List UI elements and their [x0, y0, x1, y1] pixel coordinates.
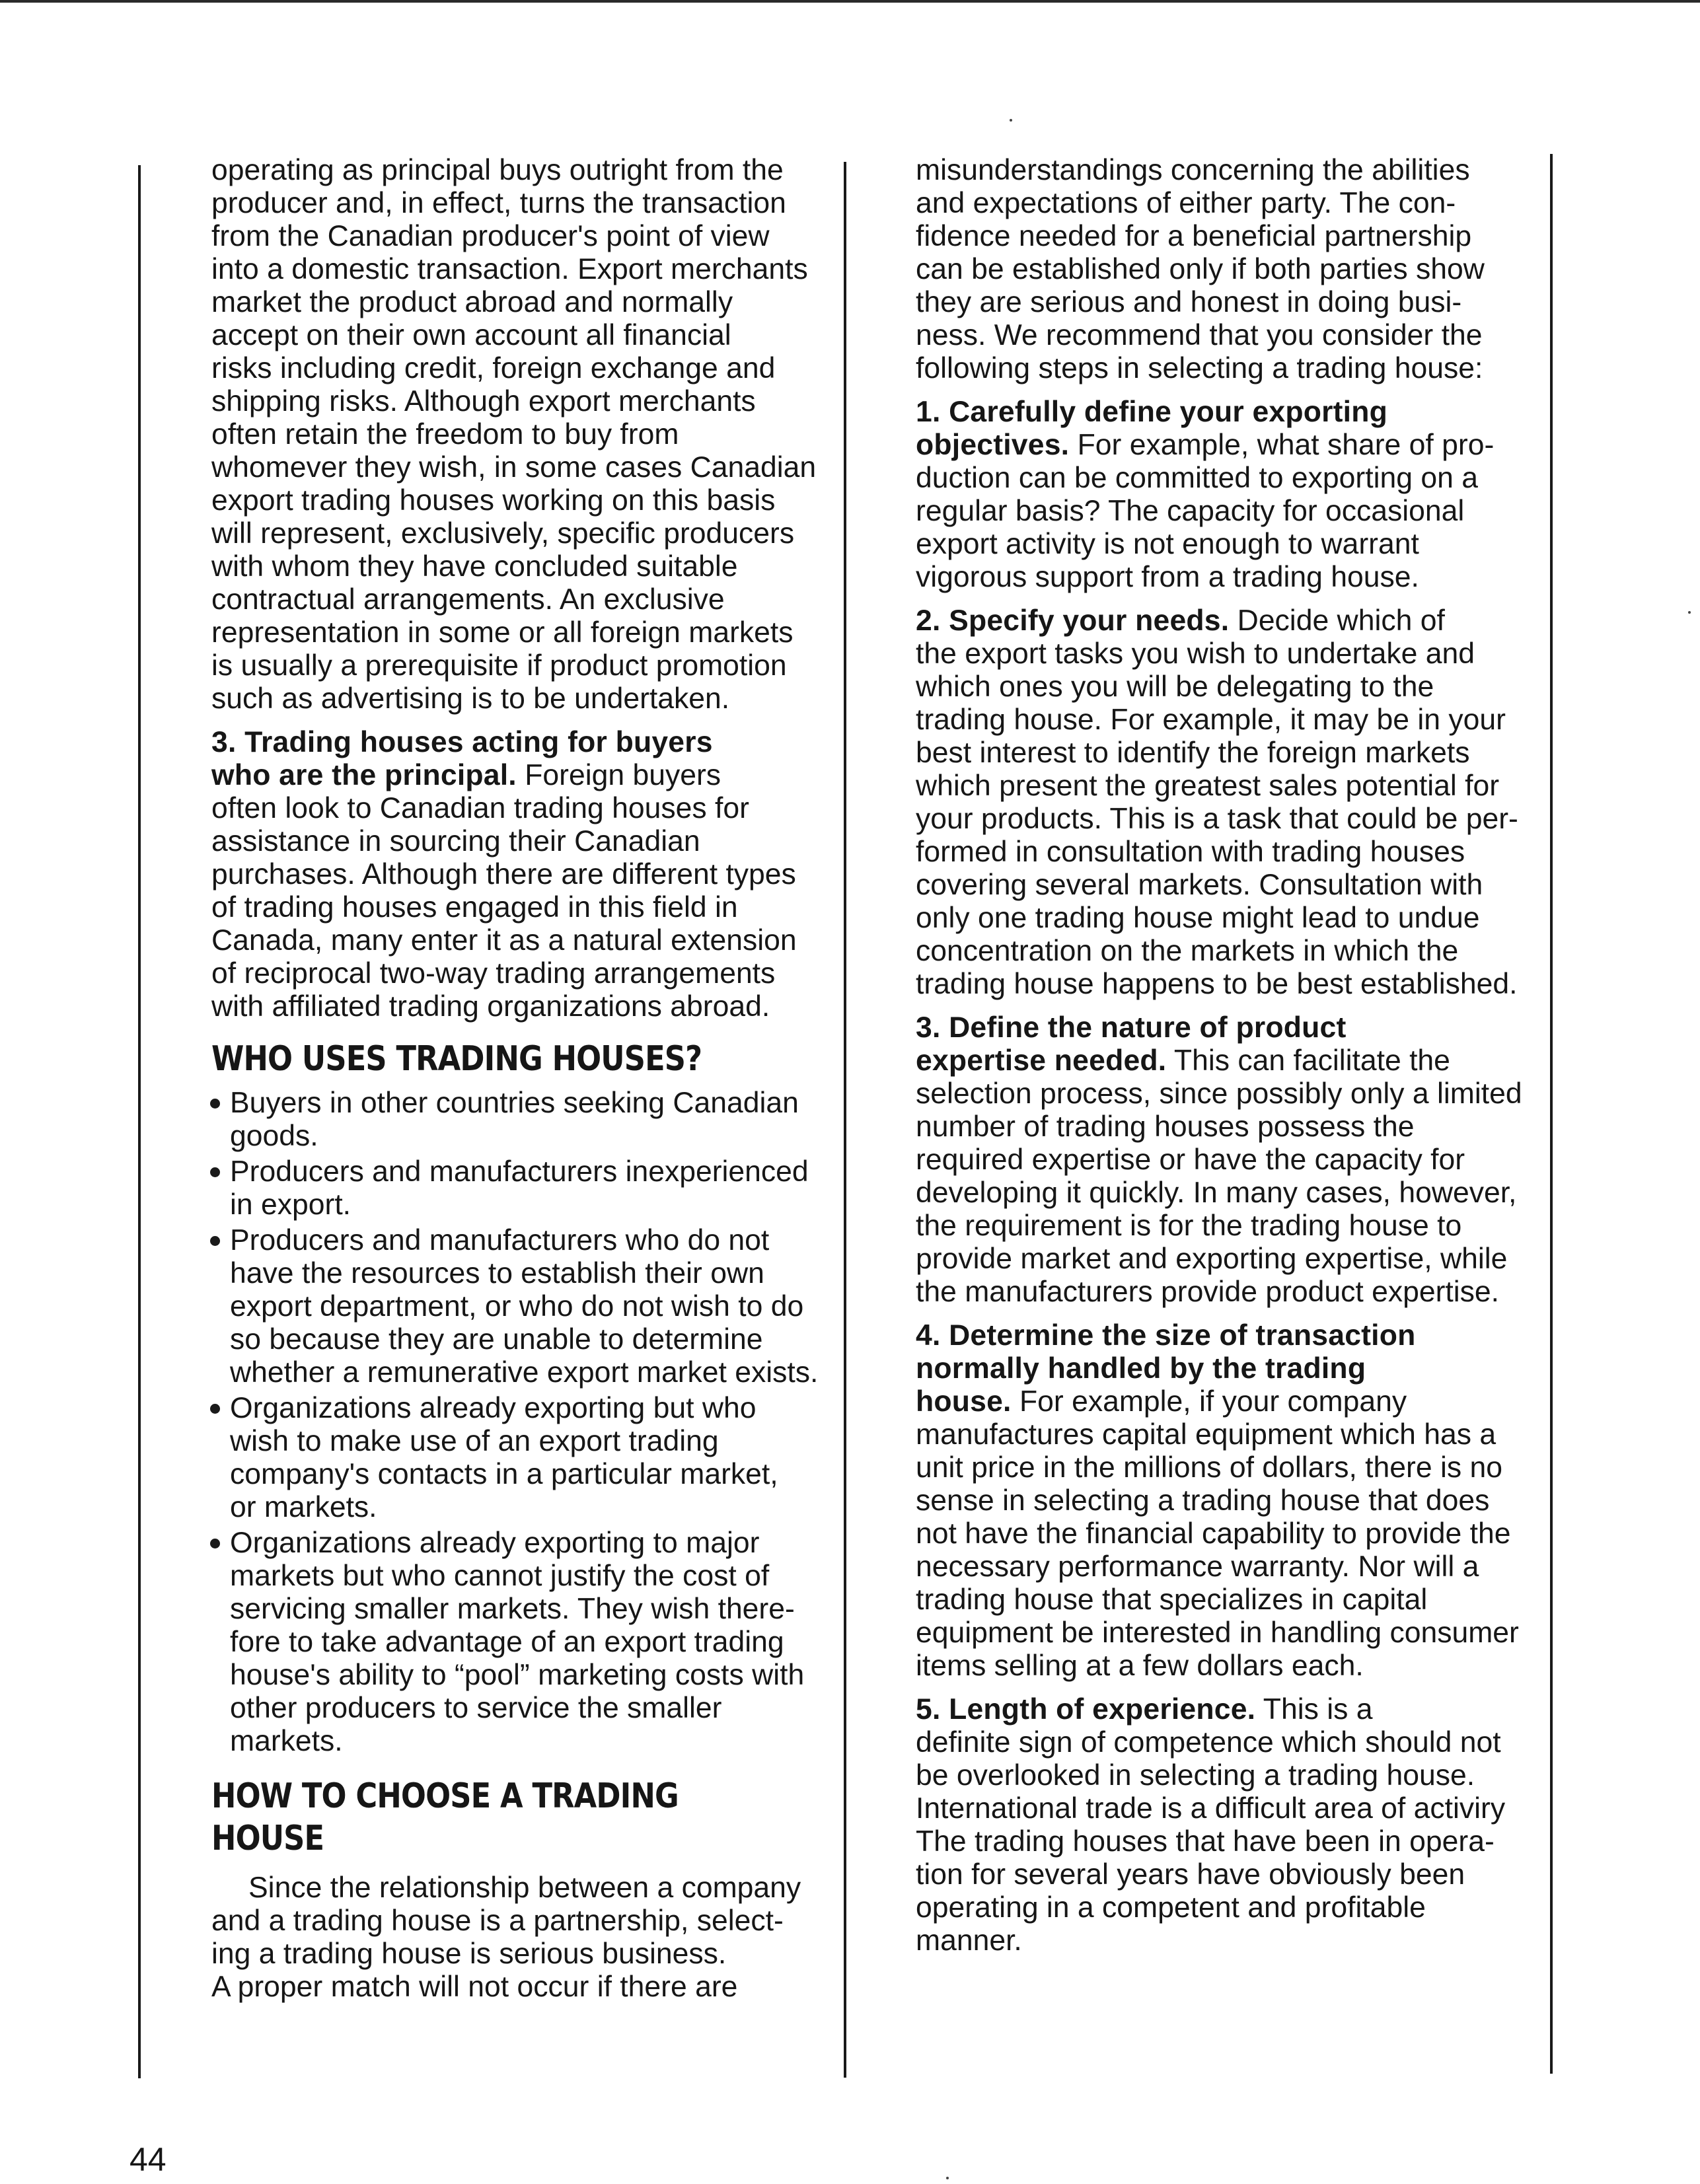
body-text-line: duction can be committed to exporting on a [916, 462, 1478, 494]
right-margin-rule [1550, 154, 1553, 2074]
body-text-line: concentration on the markets in which the [916, 935, 1459, 967]
step-paragraph [916, 1693, 1510, 1957]
body-text-line: tion for several years have obviously been [916, 1858, 1465, 1891]
body-text-line: manufactures capital equipment which has a [916, 1418, 1497, 1451]
scan-speck [1010, 119, 1012, 122]
step-heading: 2. Specify your needs. [916, 604, 1230, 637]
body-text-line: operating as principal buys outright from the [211, 154, 784, 186]
list-item [211, 1392, 819, 1524]
step-paragraph [916, 604, 1518, 1001]
list-item-line: markets. [230, 1725, 343, 1757]
body-text-line: risks including credit, foreign exchange and [211, 352, 776, 384]
intro-paragraph [916, 154, 1510, 385]
step-paragraph [916, 1319, 1519, 1683]
bullet-list [211, 1087, 819, 1761]
list-item-line: markets but who cannot justify the cost of [230, 1560, 770, 1592]
step-heading-line [916, 1385, 1510, 1418]
step-heading: 5. Length of experience. [916, 1693, 1256, 1726]
step-heading-line [916, 429, 1510, 462]
body-text-line: of reciprocal two-way trading arrangements [211, 957, 776, 990]
body-text-line: only one trading house might lead to undue [916, 902, 1480, 934]
step-heading: objectives. [916, 429, 1070, 461]
list-item-line: have the resources to establish their own [230, 1257, 764, 1290]
list-item-line: Buyers in other countries seeking Canadian [230, 1087, 799, 1119]
step-paragraph [916, 396, 1510, 594]
paragraph-choose [211, 1872, 819, 2004]
body-text-line: regular basis? The capacity for occasional [916, 495, 1465, 527]
left-column [211, 154, 819, 2004]
step-paragraph [916, 1011, 1522, 1309]
body-text-line: representation in some or all foreign markets [211, 616, 794, 649]
list-item-line: Organizations already exporting to major [230, 1527, 760, 1559]
body-text-line: formed in consultation with trading houses [916, 836, 1465, 868]
body-text-line: the requirement is for the trading house to [916, 1210, 1462, 1242]
body-text-line: with affiliated trading organizations abroad. [211, 990, 770, 1023]
body-text-line: The trading houses that have been in opera- [916, 1825, 1495, 1858]
section-heading-who-uses: WHO USES TRADING HOUSES? [211, 1039, 702, 1079]
step-heading: 4. Determine the size of transaction [916, 1319, 1416, 1352]
body-text-line: trading house. For example, it may be in your [916, 704, 1506, 736]
body-text-line: export activity is not enough to warrant [916, 528, 1419, 560]
body-text-line: shipping risks. Although export merchants [211, 385, 756, 418]
body-text-line: and expectations of either party. The con- [916, 187, 1456, 219]
column-divider-rule [844, 162, 846, 2078]
body-text-line: provide market and exporting expertise, while [916, 1243, 1508, 1275]
bullet-icon [210, 1236, 220, 1246]
list-item-line: Producers and manufacturers who do not [230, 1224, 770, 1256]
step-heading-line [916, 1693, 1510, 1726]
body-text-line: your products. This is a task that could be per- [916, 803, 1518, 835]
body-text-line: is usually a prerequisite if product promotion [211, 649, 787, 682]
step-heading: house. [916, 1385, 1012, 1418]
scan-speck [1688, 611, 1691, 614]
bullet-icon [210, 1099, 220, 1109]
body-text-line: purchases. Although there are different types [211, 858, 796, 891]
list-item-line: Producers and manufacturers inexperienced [230, 1155, 809, 1188]
body-text-line: not have the financial capability to provide the [916, 1517, 1511, 1550]
body-text-line: which ones you will be delegating to the [916, 671, 1434, 703]
body-text-line: trading house that specializes in capital [916, 1583, 1428, 1616]
body-text-line: necessary performance warranty. Nor will a [916, 1550, 1479, 1583]
body-text-line: best interest to identify the foreign markets [916, 737, 1470, 769]
body-text-line: Since the relationship between a company [248, 1872, 801, 1904]
body-text-line: producer and, in effect, turns the transaction [211, 187, 786, 219]
body-text-line: which present the greatest sales potential for [916, 770, 1500, 802]
list-item-line: house's ability to “pool” marketing costs with [230, 1659, 805, 1691]
body-text-line: and a trading house is a partnership, select- [211, 1905, 784, 1937]
body-text-line: such as advertising is to be undertaken. [211, 682, 730, 715]
list-item [211, 1155, 819, 1221]
body-text-line: accept on their own account all financial [211, 319, 731, 351]
body-text-line: from the Canadian producer's point of view [211, 220, 770, 252]
body-text-line: ing a trading house is serious business. [211, 1938, 727, 1970]
body-text-line: often retain the freedom to buy from [211, 418, 679, 451]
list-item-line: wish to make use of an export trading [230, 1425, 719, 1457]
body-text-line: unit price in the millions of dollars, there is no [916, 1451, 1502, 1484]
body-text-line: selection process, since possibly only a limited [916, 1077, 1522, 1110]
body-text-line: vigorous support from a trading house. [916, 561, 1419, 593]
body-text-line: whomever they wish, in some cases Canadian [211, 451, 817, 484]
step-heading: expertise needed. [916, 1044, 1167, 1077]
body-text-line: developing it quickly. In many cases, however, [916, 1177, 1517, 1209]
section-heading-how-to-choose: HOW TO CHOOSE A TRADING [211, 1776, 679, 1816]
scan-top-edge [0, 0, 1700, 3]
list-item-line: servicing smaller markets. They wish there- [230, 1593, 795, 1625]
list-item-line: export department, or who do not wish to do [230, 1290, 804, 1323]
body-text-line: A proper match will not occur if there are [211, 1971, 738, 2003]
paragraph-buyers-principal [211, 726, 819, 1023]
step-heading: 1. Carefully define your exporting [916, 396, 1387, 428]
bullet-icon [210, 1404, 220, 1414]
left-margin-rule [138, 165, 141, 2078]
body-text-line: required expertise or have the capacity for [916, 1144, 1465, 1176]
body-text: For example, what share of pro- [1069, 429, 1495, 461]
page-number: 44 [129, 2141, 166, 2178]
body-text-line: the manufacturers provide product expertise. [916, 1276, 1500, 1308]
body-text-line: assistance in sourcing their Canadian [211, 825, 700, 857]
body-text-line: often look to Canadian trading houses for [211, 792, 749, 824]
section-heading-how-to-choose: HOUSE [211, 1819, 324, 1858]
body-text-line: items selling at a few dollars each. [916, 1650, 1364, 1682]
list-item-line: fore to take advantage of an export trading [230, 1626, 784, 1658]
body-text-line: trading house happens to be best established. [916, 968, 1518, 1000]
list-item-line: or markets. [230, 1491, 377, 1523]
body-text-line: the export tasks you wish to undertake and [916, 637, 1475, 670]
bullet-icon [210, 1539, 220, 1548]
right-column [916, 154, 1522, 1968]
steps-list [916, 396, 1522, 1968]
step-heading: normally handled by the trading [916, 1352, 1366, 1385]
body-text-line: fidence needed for a beneficial partnership [916, 220, 1472, 252]
list-item [211, 1087, 819, 1153]
body-text-line: be overlooked in selecting a trading house. [916, 1759, 1475, 1792]
body-text-line: will represent, exclusively, specific producers [211, 517, 795, 550]
body-text-line: can be established only if both parties show [916, 253, 1485, 285]
body-text-line: manner. [916, 1924, 1022, 1957]
scan-speck [946, 2177, 949, 2179]
body-text-line: definite sign of competence which should not [916, 1726, 1501, 1759]
list-item-line: in export. [230, 1188, 351, 1221]
body-text-line: into a domestic transaction. Export merchants [211, 253, 808, 285]
step-heading-line [916, 604, 1510, 637]
body-text-line: sense in selecting a trading house that does [916, 1484, 1490, 1517]
body-text-line: market the product abroad and normally [211, 286, 733, 318]
body-text-line: they are serious and honest in doing busi- [916, 286, 1462, 318]
body-text-line: Canada, many enter it as a natural extension [211, 924, 797, 957]
list-item-line: whether a remunerative export market exists. [230, 1356, 819, 1389]
item-heading: 3. Trading houses acting for buyers [211, 726, 713, 758]
item-heading: who are the principal. [211, 759, 517, 791]
body-text-line: misunderstandings concerning the abilities [916, 154, 1470, 186]
list-item-line: other producers to service the smaller [230, 1692, 722, 1724]
step-heading: 3. Define the nature of product [916, 1011, 1347, 1044]
body-text-line: covering several markets. Consultation with [916, 869, 1483, 901]
list-item-line: so because they are unable to determine [230, 1323, 763, 1356]
bullet-icon [210, 1167, 220, 1177]
body-text: This is a [1255, 1693, 1373, 1726]
body-text-line: export trading houses working on this basis [211, 484, 776, 517]
body-text-line: operating in a competent and profitable [916, 1891, 1426, 1924]
step-heading-line [916, 1044, 1510, 1077]
body-text-line: number of trading houses possess the [916, 1110, 1415, 1143]
body-text-line: of trading houses engaged in this field in [211, 891, 738, 924]
list-item-line: Organizations already exporting but who [230, 1392, 757, 1424]
body-text-line: equipment be interested in handling consumer [916, 1617, 1519, 1649]
list-item [211, 1527, 819, 1758]
list-item [211, 1224, 819, 1389]
list-item-line: company's contacts in a particular market, [230, 1458, 778, 1490]
body-text: Decide which of [1229, 604, 1445, 637]
body-text-line: ness. We recommend that you consider the [916, 319, 1483, 351]
body-text: This can facilitate the [1166, 1044, 1450, 1077]
body-text-line: following steps in selecting a trading house: [916, 352, 1483, 384]
intro-paragraph [211, 154, 819, 715]
body-text-line: with whom they have concluded suitable [211, 550, 738, 583]
body-text: Foreign buyers [516, 759, 721, 791]
body-text: For example, if your company [1011, 1385, 1407, 1418]
list-item-line: goods. [230, 1120, 318, 1152]
body-text-line: International trade is a difficult area of activiry [916, 1792, 1506, 1825]
body-text-line: contractual arrangements. An exclusive [211, 583, 725, 616]
